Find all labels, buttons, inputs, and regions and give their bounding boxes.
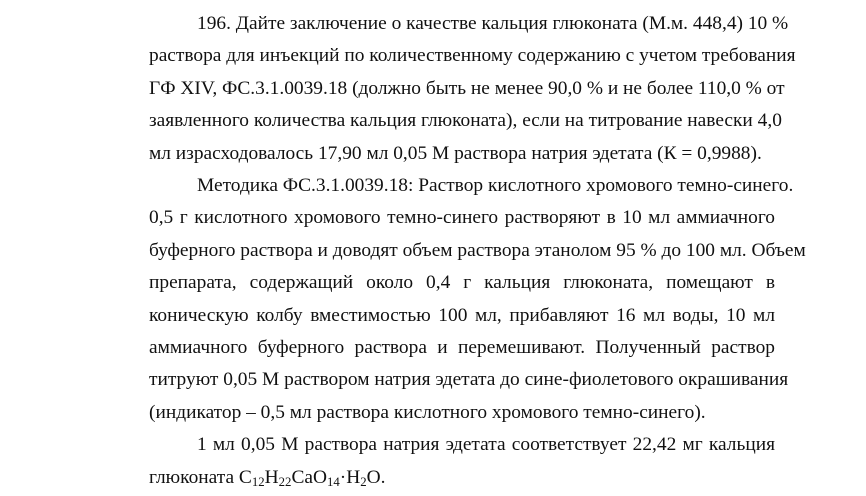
equivalence-paragraph — [149, 429, 775, 494]
problem-line: заявленного количества кальция глюконата), если на титрование навески 4,0 — [149, 110, 782, 132]
method-paragraph — [149, 170, 806, 429]
formula-text: CaO — [291, 466, 327, 488]
equivalence-line: 1 мл 0,05 М раствора натрия эдетата соответствует 22,42 мг кальция — [197, 434, 775, 456]
method-line: титруют 0,05 М раствором натрия эдетата до сине-фиолетового окрашивания — [149, 369, 789, 391]
problem-paragraph — [149, 8, 796, 170]
formula-subscript: 22 — [278, 474, 292, 489]
problem-line: 196. Дайте заключение о качестве кальция глюконата (М.м. 448,4) 10 % — [197, 13, 789, 34]
method-line: аммиачного буферного раствора и перемешивают. Полученный раствор — [149, 337, 775, 359]
formula-subscript: 12 — [251, 474, 265, 489]
problem-line: ГФ XIV, ФС.3.1.0039.18 (должно быть не менее 90,0 % и не более 110,0 % от — [149, 77, 785, 99]
formula-subscript: 2 — [360, 474, 367, 489]
method-line: 0,5 г кислотного хромового темно-синего растворяют в 10 мл аммиачного — [149, 207, 775, 229]
formula-text: O. — [366, 466, 386, 488]
problem-line: мл израсходовалось 17,90 мл 0,05 М раствора натрия эдетата (К = 0,9988). — [149, 142, 762, 164]
formula-text: H — [264, 466, 279, 488]
formula-text: ·H — [339, 466, 361, 488]
formula-prefix: глюконата C — [149, 466, 252, 488]
formula-line — [149, 462, 775, 494]
problem-line: раствора для инъекций по количественному содержанию с учетом требования — [149, 45, 796, 67]
method-line: Методика ФС.3.1.0039.18: Раствор кислотного хромового темно-синего. — [197, 175, 794, 197]
method-line: препарата, содержащий около 0,4 г кальция глюконата, помещают в — [149, 272, 775, 294]
method-line: буферного раствора и доводят объем раствора этанолом 95 % до 100 мл. Объем — [149, 239, 806, 261]
document-page — [149, 8, 806, 494]
method-line: (индикатор – 0,5 мл раствора кислотного хромового темно-синего). — [149, 401, 706, 423]
formula-subscript: 14 — [327, 474, 340, 489]
method-line: коническую колбу вместимостью 100 мл, прибавляют 16 мл воды, 10 мл — [149, 304, 775, 326]
